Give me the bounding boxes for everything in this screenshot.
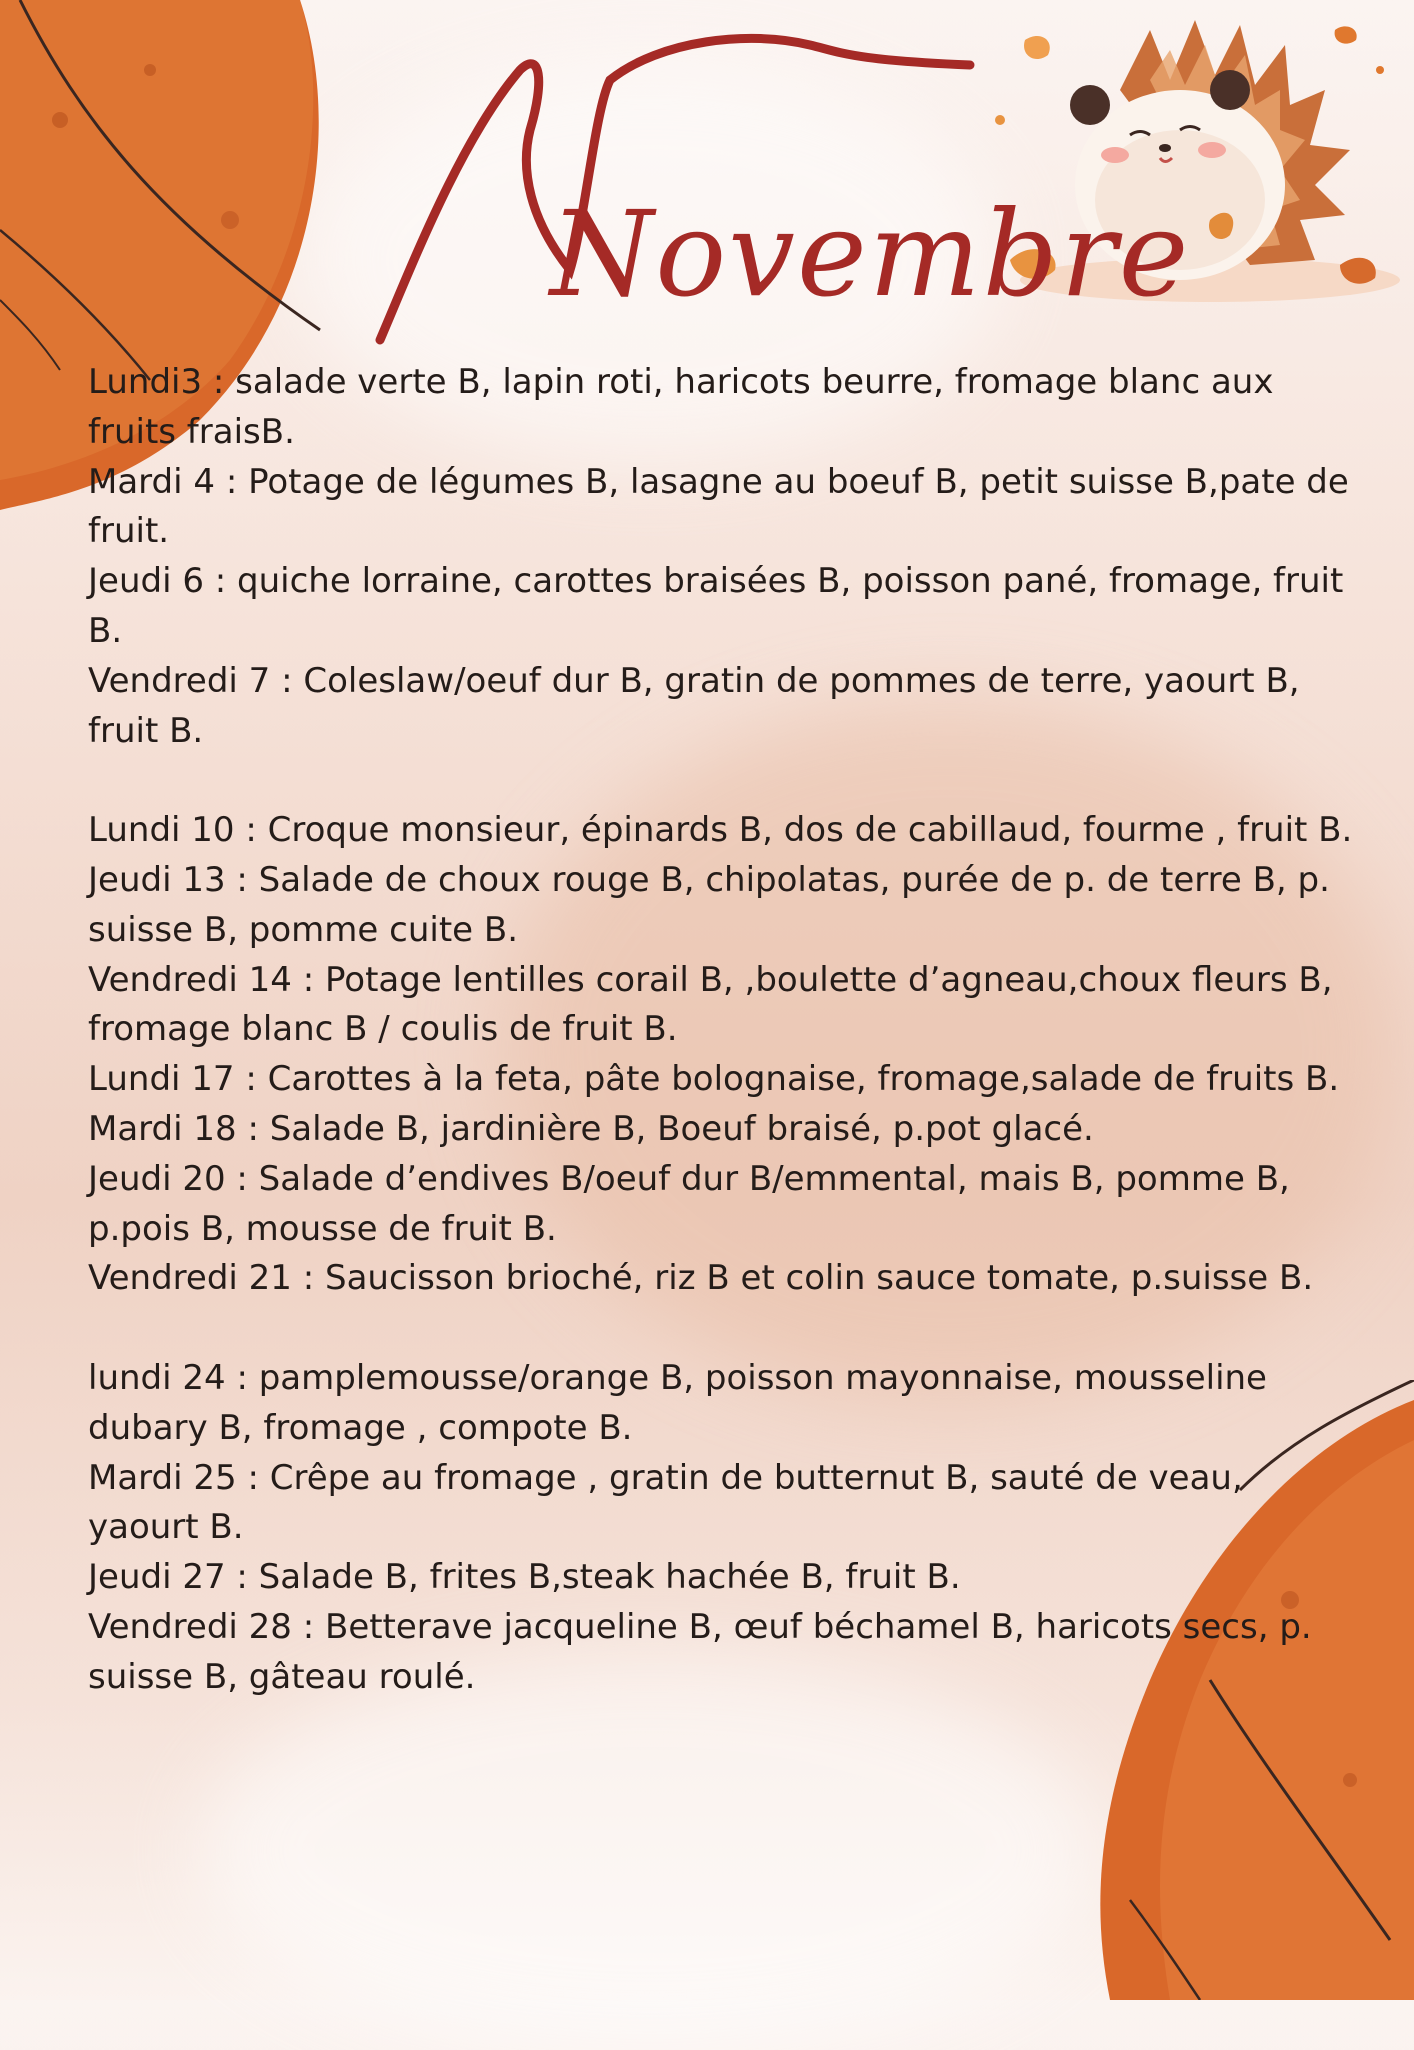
background-wash-bottom: [200, 1650, 1100, 2050]
menu-entry: Mardi 4 : Potage de légumes B, lasagne au boeuf B, petit suisse B,pate de fruit.: [88, 461, 1349, 552]
menu-entry: Vendredi 7 : Coleslaw/oeuf dur B, gratin de pommes de terre, yaourt B, fruit B.: [88, 660, 1300, 751]
menu-entry: Vendredi 14 : Potage lentilles corail B, ,boulette d’agneau,choux fleurs B, fromage blanc B / coulis de fruit B.: [88, 959, 1333, 1050]
menu-entry: Vendredi 28 : Betterave jacqueline B, œuf béchamel B, haricots secs, p. suisse B, gâteau roulé.: [88, 1606, 1312, 1697]
menu-list: [88, 358, 1353, 1703]
menu-entry: Jeudi 27 : Salade B, frites B,steak hachée B, fruit B.: [88, 1557, 961, 1598]
menu-entry: Lundi 17 : Carottes à la feta, pâte bolognaise, fromage,salade de fruits B.: [88, 1059, 1340, 1100]
menu-entry: Mardi 25 : Crêpe au fromage , gratin de butternut B, sauté de veau, yaourt B.: [88, 1457, 1243, 1548]
menu-entry: Jeudi 13 : Salade de choux rouge B, chipolatas, purée de p. de terre B, p. suisse B, pomme cuite B.: [88, 859, 1330, 950]
title-block: [370, 20, 1191, 360]
week-separator: [88, 1304, 1353, 1354]
menu-entry: Jeudi 20 : Salade d’endives B/oeuf dur B/emmental, mais B, pomme B, p.pois B, mousse de fruit B.: [88, 1158, 1290, 1249]
menu-entry: lundi 24 : pamplemousse/orange B, poisson mayonnaise, mousseline dubary B, fromage , compote B.: [88, 1357, 1267, 1448]
menu-entry: Vendredi 21 : Saucisson brioché, riz B et colin sauce tomate, p.suisse B.: [88, 1258, 1314, 1299]
menu-entry: Lundi3 : salade verte B, lapin roti, haricots beurre, fromage blanc aux fruits fraisB.: [88, 362, 1274, 452]
menu-entry: Mardi 18 : Salade B, jardinière B, Boeuf braisé, p.pot glacé.: [88, 1108, 1094, 1149]
menu-entry: Jeudi 6 : quiche lorraine, carottes braisées B, poisson pané, fromage, fruit B.: [88, 561, 1344, 651]
menu-entry: Lundi 10 : Croque monsieur, épinards B, dos de cabillaud, fourme , fruit B.: [88, 810, 1353, 851]
page-title: Novembre: [550, 185, 1191, 323]
week-separator: [88, 756, 1353, 806]
